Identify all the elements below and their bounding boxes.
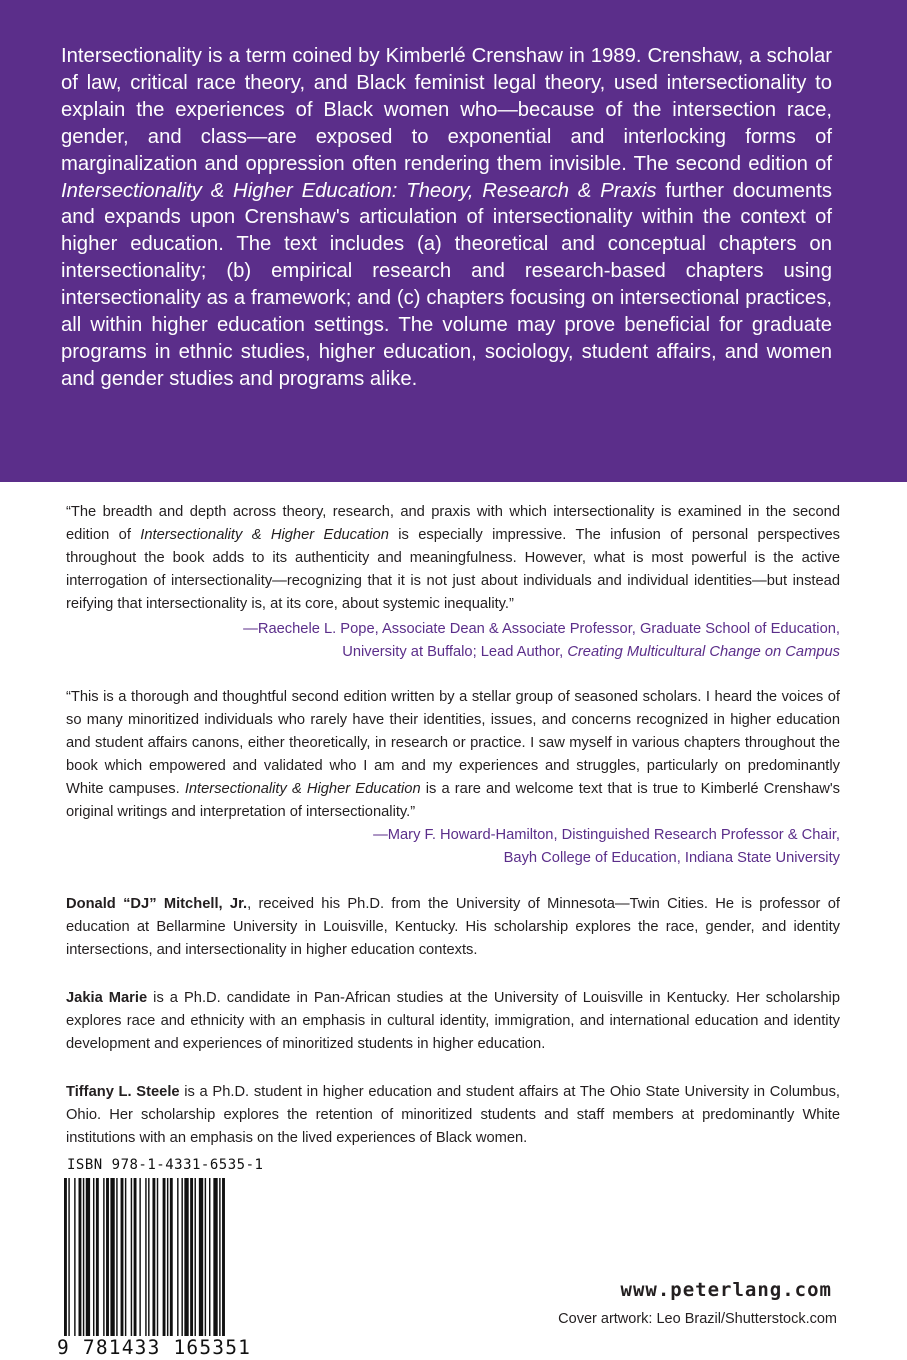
barcode-bar	[103, 1178, 104, 1338]
endorsement-1-attribution	[140, 618, 840, 664]
barcode-bar	[222, 1178, 225, 1338]
attr1-line2-text: University at Buffalo; Lead Author,	[342, 644, 568, 661]
endorsement-1	[66, 501, 840, 616]
barcode-bar	[64, 1178, 67, 1338]
barcode-bar	[106, 1178, 109, 1338]
endorsement-2-attribution	[140, 824, 840, 870]
blurb-part2: further documents and expands upon Crenshaw's articulation of intersectionality within the context of higher education. The text includes (a) theoretical and conceptual chapters on intersectionality; (b) empirical research and research-based chapters using intersectionality as a framework; and (c) chapters focusing on intersectional practices, all within higher education settings. The volume may prove beneficial for graduate programs in ethnic studies, higher education, sociology, student affairs, and women and gender studies and programs alike.	[61, 179, 833, 390]
book-description	[61, 43, 832, 393]
barcode-bar	[145, 1178, 146, 1338]
barcode-bar	[152, 1178, 155, 1338]
barcode-bar	[181, 1178, 182, 1338]
blurb-title: Intersectionality & Higher Education: Theory, Research & Praxis	[61, 179, 657, 202]
barcode-bar	[157, 1178, 158, 1338]
isbn-label: ISBN 978-1-4331-6535-1	[67, 1157, 264, 1173]
barcode-bar	[83, 1178, 84, 1338]
barcode-bar	[184, 1178, 188, 1338]
attr2-line1: —Mary F. Howard-Hamilton, Distinguished Research Professor & Chair,	[373, 827, 840, 843]
barcode-bar	[213, 1178, 217, 1338]
barcode-bar	[199, 1178, 203, 1338]
attr2-line2: Bayh College of Education, Indiana State University	[503, 850, 840, 867]
attr1-book-title: Creating Multicultural Change on Campus	[567, 644, 840, 661]
barcode-bar	[134, 1178, 137, 1338]
author-bio-text: is a Ph.D. student in higher education and student affairs at The Ohio State University in Columbus, Ohio. Her scholarship explores the retention of minoritized students and staff members at predominantly White institutions with an emphasis on the lived experiences of Black women.	[66, 1084, 840, 1147]
cover-credit: Cover artwork: Leo Brazil/Shutterstock.com	[558, 1311, 837, 1327]
barcode-image	[64, 1178, 260, 1338]
barcode-bar	[125, 1178, 126, 1338]
barcode-bar	[195, 1178, 196, 1338]
quote2-title: Intersectionality & Higher Education	[184, 781, 421, 798]
barcode-bar	[205, 1178, 206, 1338]
author-bio-mitchell	[66, 893, 840, 962]
blurb-part1: Intersectionality is a term coined by Kimberlé Crenshaw in 1989. Crenshaw, a scholar of law, critical race theory, and Black feminist legal theory, used intersectionality to explain the experiences of Black women who—because of the intersection race, gender, and class—are exposed to exponential and interlocking forms of marginalization and oppression often rendering them invisible. The second edition of	[61, 45, 832, 175]
barcode-bar	[209, 1178, 210, 1338]
quote1-part1: “The breadth and depth across theory, research, and praxis with which intersectionality is examined in the second edition of	[66, 504, 840, 544]
barcode-bar	[110, 1178, 114, 1338]
barcode-bar	[148, 1178, 149, 1338]
quote1-part2: is especially impressive. The infusion of personal perspectives throughout the book adds to its authenticity and meaningfulness. However, what is most powerful is the active interrogation of intersectionality—recognizing that it is not just about individuals and individual identities—but instead reifying that intersectionality is, at its core, about systemic inequality.”	[66, 527, 840, 613]
author-bio-steele	[66, 1081, 840, 1150]
author-name: Tiffany L. Steele	[66, 1084, 180, 1100]
author-bio-marie	[66, 987, 840, 1056]
author-name: Jakia Marie	[66, 990, 148, 1006]
barcode-bar	[167, 1178, 168, 1338]
barcode-bar	[79, 1178, 82, 1338]
attr1-line2	[140, 641, 840, 664]
barcode-bar	[121, 1178, 124, 1338]
barcode-bar	[131, 1178, 132, 1338]
barcode-bar	[163, 1178, 166, 1338]
quote2-part2: is a rare and welcome text that is true to Kimberlé Crenshaw's original writings and interpretation of intersectionality.”	[66, 781, 840, 821]
barcode-bar	[139, 1178, 140, 1338]
quote1-title: Intersectionality & Higher Education	[140, 527, 389, 544]
attr1-line1: —Raechele L. Pope, Associate Dean & Associate Professor, Graduate School of Education,	[243, 621, 840, 637]
author-name: Donald “DJ” Mitchell, Jr.	[66, 896, 248, 912]
barcode-bar	[116, 1178, 117, 1338]
barcode-number: 9 781433 165351	[57, 1336, 252, 1359]
barcode-bar	[177, 1178, 178, 1338]
barcode-bar	[86, 1178, 90, 1338]
quote2-part1: “This is a thorough and thoughtful second edition written by a stellar group of seasoned scholars. I heard the voices of so many minoritized individuals who rarely have their identities, issues, and concerns recognized in higher education and student affairs canons, either theoretically, in research or practice. I saw myself in various chapters throughout the book which empowered and validated who I am and my experiences and struggles, particularly on predominantly White campuses.	[66, 689, 840, 798]
publisher-website: www.peterlang.com	[620, 1279, 832, 1301]
barcode-bar	[68, 1178, 69, 1338]
author-bio-text: , received his Ph.D. from the University of Minnesota—Twin Cities. He is professor of education at Bellarmine University in Louisville, Kentucky. His scholarship explores the race, gender, and identity intersections, and intersectionality in higher education contexts.	[66, 896, 841, 959]
author-bio-text: is a Ph.D. candidate in Pan-African studies at the University of Louisville in Kentucky. Her scholarship explores race and ethnicity with an emphasis in cultural identity, immigration, and international education and identity development and experiences of minoritized students in higher education.	[66, 990, 840, 1053]
barcode-bar	[96, 1178, 99, 1338]
barcode-bar	[190, 1178, 193, 1338]
endorsement-2	[66, 686, 840, 825]
barcode-bar	[170, 1178, 173, 1338]
barcode-bar	[93, 1178, 94, 1338]
barcode-bar	[74, 1178, 75, 1338]
barcode-bar	[219, 1178, 220, 1338]
